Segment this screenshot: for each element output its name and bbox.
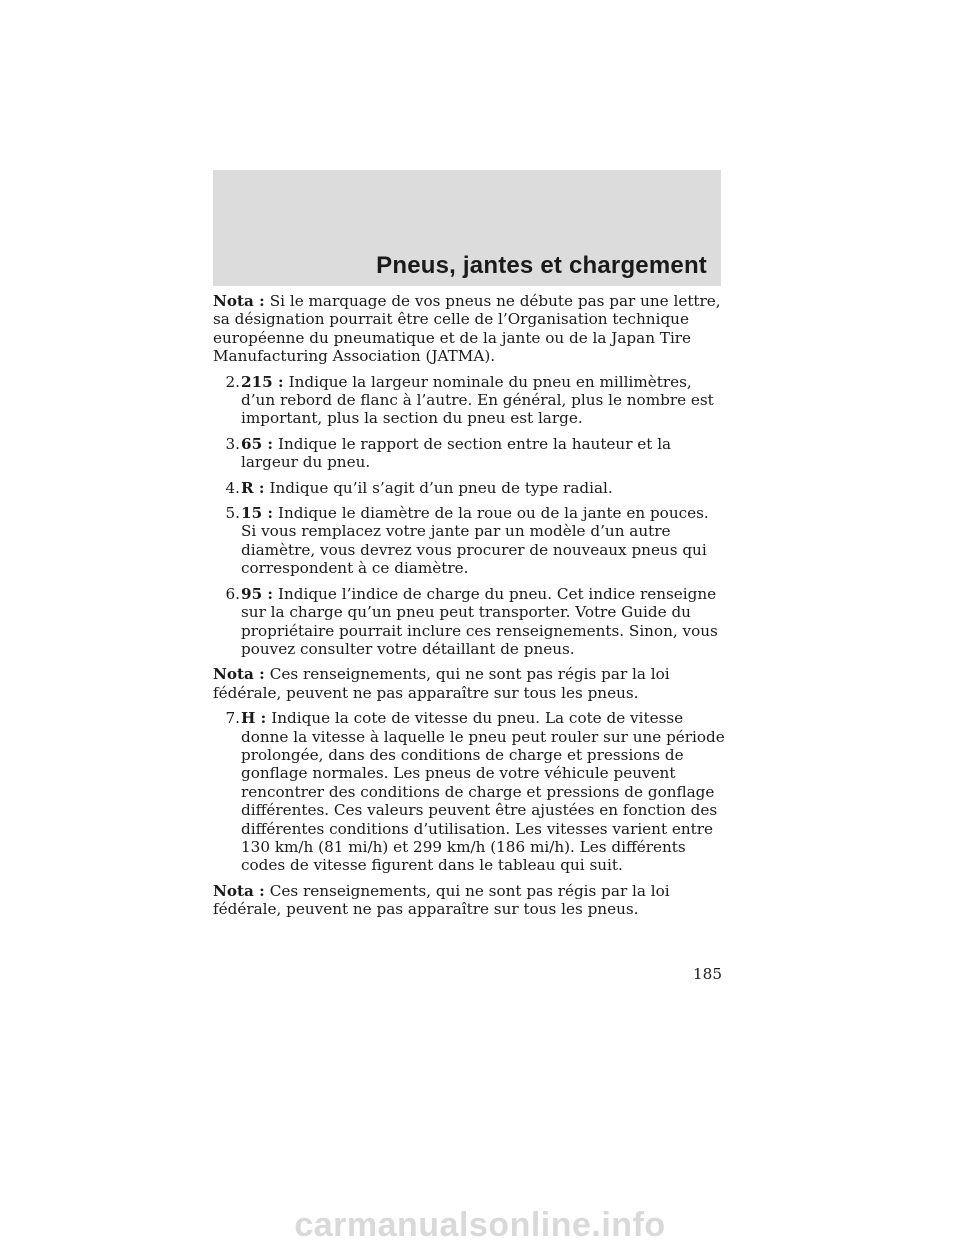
item-number: 5. xyxy=(225,504,240,523)
item-number: 6. xyxy=(225,584,240,603)
item-text: Indique l’indice de charge du pneu. Cet indice renseigne sur la charge qu’un pneu peut transporter. Votre Guide du propriétaire pourrait inclure ces renseignements. Sinon, vous pouvez consulter votre détaillant de pneus. xyxy=(241,584,718,658)
page-content xyxy=(213,292,725,926)
list-item xyxy=(213,709,725,875)
watermark: carmanualsonline.info xyxy=(294,1206,666,1244)
item-label: H : xyxy=(241,709,267,728)
item-label: 95 : xyxy=(241,584,274,603)
item-label: 215 : xyxy=(241,372,284,391)
item-label: 65 : xyxy=(241,434,274,453)
note-text: Ces renseignements, qui ne sont pas régis par la loi fédérale, peuvent ne pas apparaître sur tous les pneus. xyxy=(213,665,670,702)
item-label: R : xyxy=(241,478,265,497)
note-label: Nota : xyxy=(213,665,265,684)
item-text: Indique la cote de vitesse du pneu. La cote de vitesse donne la vitesse à laquelle le pneu peut rouler sur une période prolongée, dans des conditions de charge et pressions de gonflage normales. Les pneus de votre véhicule peuvent rencontrer des conditions de charge et pressions de gonflage différentes. Ces valeurs peuvent être ajustées en fonction des différentes conditions d’utilisation. Les vitesses varient entre 130 km/h (81 mi/h) et 299 km/h (186 mi/h). Les différents codes de vitesse figurent dans le tableau qui suit. xyxy=(241,709,725,875)
note-label: Nota : xyxy=(213,292,265,310)
note-paragraph xyxy=(213,665,725,702)
item-text: Indique qu’il s’agit d’un pneu de type radial. xyxy=(269,478,613,497)
list-item xyxy=(213,504,725,578)
list-item xyxy=(213,435,725,472)
item-text: Indique le diamètre de la roue ou de la jante en pouces. Si vous remplacez votre jante par un modèle d’un autre diamètre, vous devrez vous procurer de nouveaux pneus qui correspondent à ce diamètre. xyxy=(241,504,709,578)
list-item xyxy=(213,585,725,659)
item-text: Indique le rapport de section entre la hauteur et la largeur du pneu. xyxy=(241,434,672,472)
item-label: 15 : xyxy=(241,504,274,523)
note-paragraph xyxy=(213,292,725,366)
item-text: Indique la largeur nominale du pneu en millimètres, d’un rebord de flanc à l’autre. En général, plus le nombre est important, plus la section du pneu est large. xyxy=(241,372,714,428)
note-paragraph xyxy=(213,882,725,919)
item-number: 4. xyxy=(225,478,240,497)
note-label: Nota : xyxy=(213,881,265,900)
item-number: 7. xyxy=(225,709,240,728)
item-number: 3. xyxy=(225,434,240,453)
item-number: 2. xyxy=(225,372,240,391)
section-header xyxy=(213,170,721,286)
list-item xyxy=(213,479,725,497)
section-title: Pneus, jantes et chargement xyxy=(376,252,707,279)
note-text: Si le marquage de vos pneus ne débute pas par une lettre, sa désignation pourrait être celle de l’Organisation technique européenne du pneumatique et de la jante ou de la Japan Tire Manufacturing Association (JATMA). xyxy=(213,292,721,366)
list-item xyxy=(213,373,725,428)
note-text: Ces renseignements, qui ne sont pas régis par la loi fédérale, peuvent ne pas apparaître sur tous les pneus. xyxy=(213,881,670,919)
page-number: 185 xyxy=(693,965,722,983)
